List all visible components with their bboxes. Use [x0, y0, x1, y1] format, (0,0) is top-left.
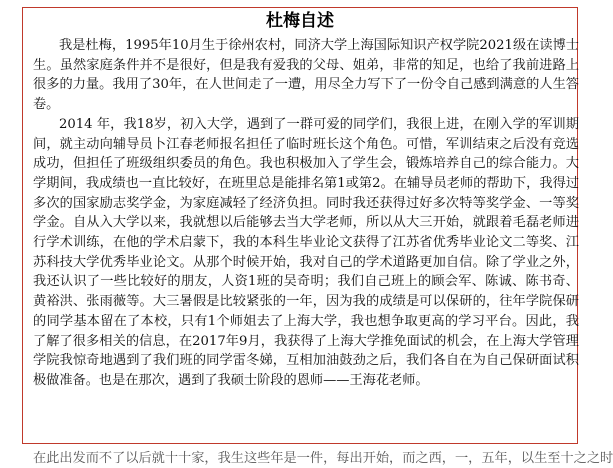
cut-off-text-line: 在此出发而不了以后就十十家，我生这些年是一件，每出开始，而之西，一，五年，以生至十之之时 — [33, 451, 613, 466]
paragraph-intro: 我是杜梅，1995年10月生于徐州农村，同济大学上海国际知识产权学院2021级在读博士生。虽然家庭条件并不是很好，但是我有爱我的父母、姐弟，非常的知足，也给了我前进路上很多的力量。我用了30年，在人世间走了一遭，用尽全力写下了一份令自己感到满意的人生答卷。 — [33, 38, 579, 113]
document-body — [33, 36, 579, 391]
document-title: 杜梅自述 — [266, 11, 334, 31]
paragraph-university: 2014 年，我18岁，初入大学，遇到了一群可爱的同学们，我很上进，在刚入学的军训期间，就主动向辅导员卜江春老师报名担任了临时班长这个角色。可惜，军训结束之后没有竞选成功，但担任了班级组织委员的角色。我也积极加入了学生会，锻炼培养自己的综合能力。大学期间，我成绩也一直比较好，在班里总是能排名第1或第2。在辅导员老师的帮助下，我得过多次的国家励志奖学金，为家庭减轻了经济负担。同时我还获得过好多次特等奖学金、一等奖学金。自从入大学以来，我就想以后能够去当大学老师，所以从大三开始，就跟着毛磊老师进行学术训练，在他的学术启蒙下，我的本科生毕业论文获得了江苏省优秀毕业论文二等奖、江苏科技大学优秀毕业论文。从那个时候开始，我对自己的学术道路更加自信。除了学业之外，我还认识了一些比较好的朋友，人资1班的吴奇明；我们自己班上的顾会军、陈诚、陈书奇、黄裕洪、张雨薇等。大三暑假是比较紧张的一年，因为我的成绩是可以保研的，往年学院保研的同学基本留在了本校，只有1个师姐去了上海大学，我也想争取更高的学习平台。因此，我了解了很多相关的信息，在2017年9月，我获得了上海大学推免面试的机会，在上海大学管理学院我惊奇地遇到了我们班的同学雷冬娣，互相加油鼓劲之后，我们各自在为自己保研面试积极做准备。也是在那次，遇到了我硕士阶段的恩师——王海花老师。 — [33, 116, 579, 388]
